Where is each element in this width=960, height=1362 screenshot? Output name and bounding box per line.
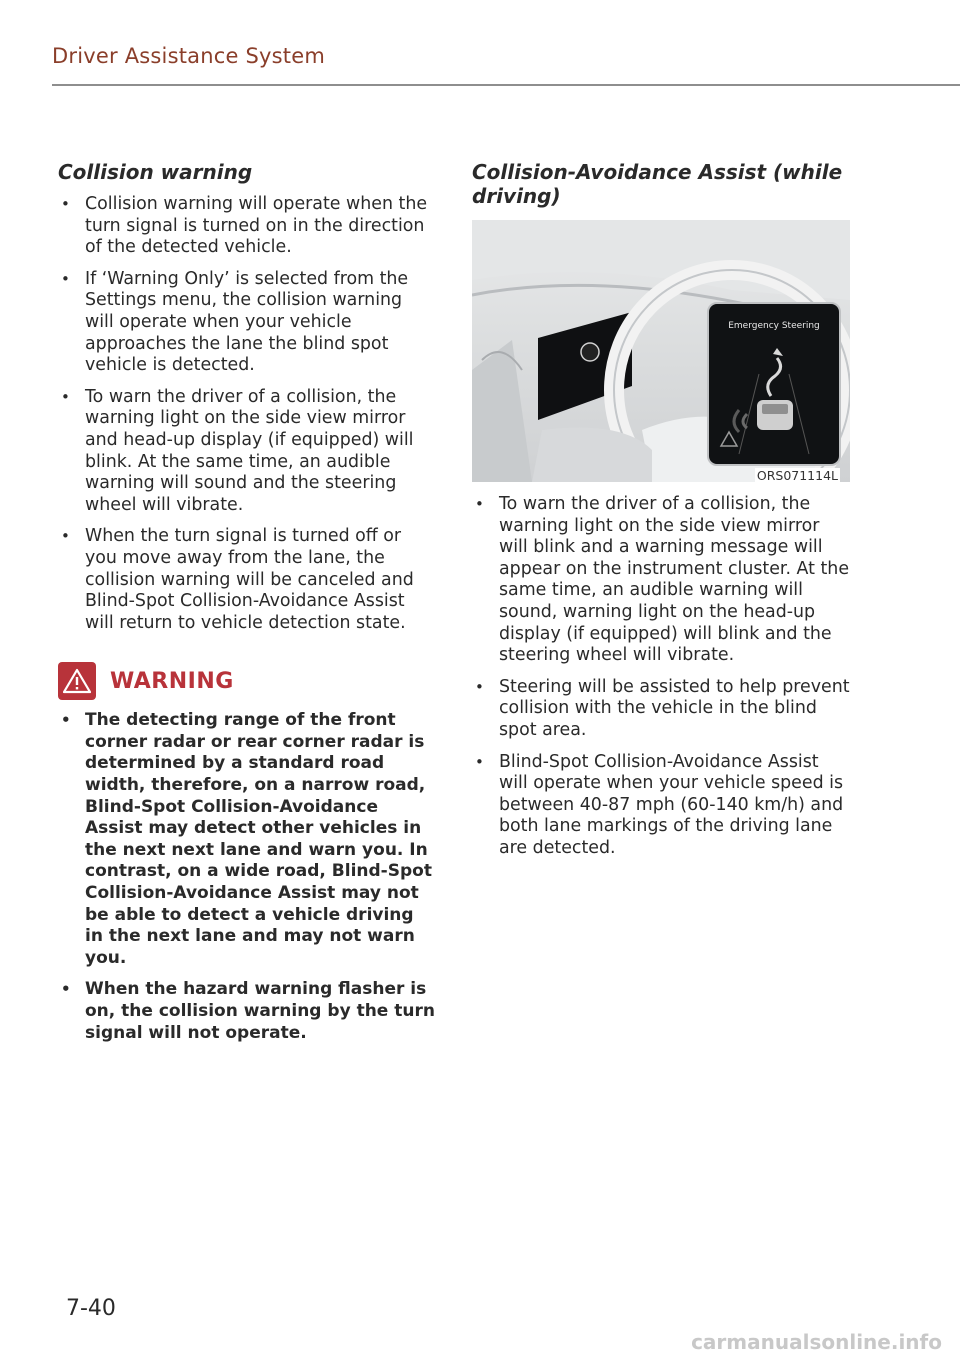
warning-header [58,662,436,700]
list-item: • When the turn signal is turned off or you move away from the lane, the collision warning will be canceled and Blind-Spot Collision-Avoidance Assist will return to vehicle detection state. [58,526,436,634]
emergency-steering-panel [707,302,841,466]
collision-avoidance-heading: Collision-Avoidance Assist (while driving) [472,160,843,208]
list-item: • Blind-Spot Collision-Avoidance Assist will operate when your vehicle speed is between 40-87 mph (60-140 km/h) and both lane markings of the driving lane are detected. [472,752,852,860]
collision-warning-list [58,194,436,634]
warning-triangle-icon [58,662,96,700]
car-steering-icon [709,304,839,464]
left-column [58,160,436,1054]
list-item: • To warn the driver of a collision, the warning light on the side view mirror and head-up display (if equipped) will blink. At the same time, an audible warning will sound and the steering wheel will vibrate. [58,387,436,517]
list-item: • Collision warning will operate when the turn signal is turned on in the direction of the detected vehicle. [58,194,436,259]
list-item: • If ‘Warning Only’ is selected from the Settings menu, the collision warning will operate when your vehicle approaches the lane the blind spot vehicle is detected. [58,269,436,377]
list-item: • When the hazard warning flasher is on, the collision warning by the turn signal will not operate. [58,979,436,1044]
page-number: 7-40 [66,1296,116,1321]
list-item: • Steering will be assisted to help prevent collision with the vehicle in the blind spot area. [472,677,852,742]
dashboard-illustration [472,220,850,482]
warning-label: WARNING [110,668,234,694]
right-column [472,160,852,870]
list-item: • The detecting range of the front corner radar or rear corner radar is determined by a standard road width, therefore, on a narrow road, Blind-Spot Collision-Avoidance Assist may detect other vehicles in the next next lane and warn you. In contrast, on a wide road, Blind-Spot Collision-Avoidance Assist may not be able to detect a vehicle driving in the next lane and may not warn you. [58,710,436,969]
collision-warning-heading: Collision warning [58,160,253,184]
watermark: carmanualsonline.info [691,1330,942,1354]
panel-caption: Emergency Steering [728,321,820,331]
header-divider [52,84,960,86]
list-item: • To warn the driver of a collision, the warning light on the side view mirror will blink and a warning message will appear on the instrument cluster. At the same time, an audible warning will sound, warning light on the head-up display (if equipped) will blink and the steering wheel will vibrate. [472,494,852,667]
warning-list [58,710,436,1044]
collision-avoidance-list [472,494,852,860]
figure-code: ORS071114L [756,468,838,482]
page-header-title: Driver Assistance System [52,44,325,68]
